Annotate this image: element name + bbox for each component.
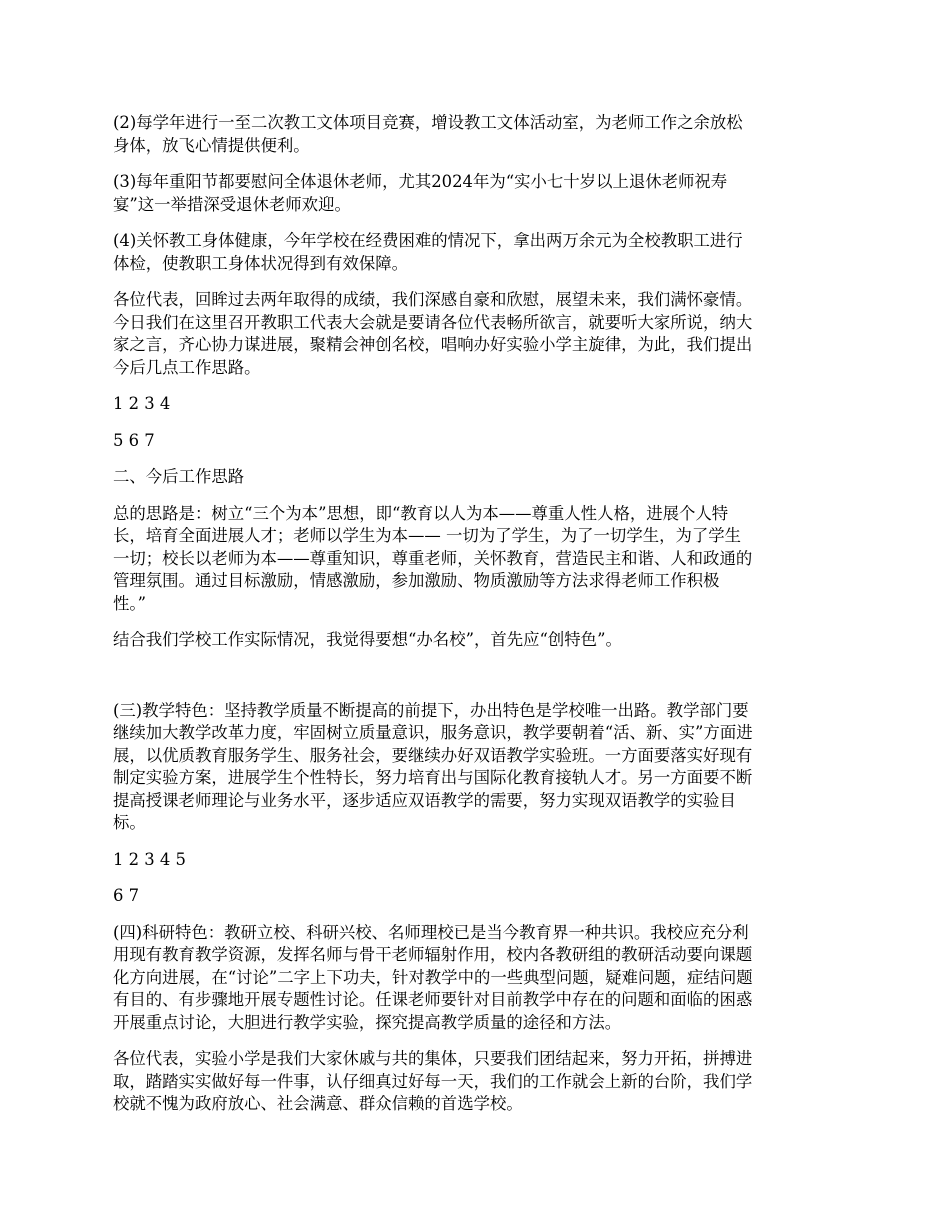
text-line: 用现有教育教学资源，发挥名师与骨干老师辐射作用，校内各教研组的教研活动要向课题 bbox=[113, 945, 753, 964]
text-line: 二、今后工作思路 bbox=[113, 467, 245, 486]
text-line: 宴”这一举措深受退休老师欢迎。 bbox=[113, 194, 351, 214]
text-line: 总的思路是：树立“三个为本”思想，即“教育以人为本——尊重人性人格，进展个人特 bbox=[113, 503, 729, 523]
text-line: 身体，放飞心情提供便利。 bbox=[113, 135, 310, 155]
paragraph-research-features bbox=[113, 922, 843, 1035]
text-line: 管理氛围。通过目标激励，情感激励，参加激励、物质激励等方法求得老师工作积极 bbox=[113, 571, 720, 590]
text-line: (2)每学年进行一至二次教工文体项目竞赛，增设教工文体活动室，为老师工作之余放松 bbox=[113, 113, 743, 132]
paragraph-retired-teachers bbox=[113, 171, 843, 216]
text-line: 今日我们在这里召开教职工代表大会就是要请各位代表畅所欲言，就要听大家所说，纳大 bbox=[113, 312, 753, 332]
text-line: 制定实验方案，进展学生个性特长，努力培育出与国际化教育接轨人才。另一方面要不断 bbox=[113, 768, 753, 787]
text-line: 1 2 3 4 bbox=[113, 394, 171, 413]
text-line: 标。 bbox=[113, 813, 146, 832]
document-page bbox=[113, 112, 843, 1130]
text-line: 各位代表，实验小学是我们大家休戚与共的集体，只要我们团结起来，努力开拓，拼搏进 bbox=[113, 1049, 753, 1068]
section-heading bbox=[113, 466, 843, 489]
text-line: (3)每年重阳节都要慰问全体退休老师，尤其2024年为“实小七十岁以上退休老师祝寿 bbox=[113, 172, 728, 191]
text-line: 今后几点工作思路。 bbox=[113, 357, 261, 377]
paragraph-teaching-features bbox=[113, 700, 843, 835]
text-line: 各位代表，回眸过去两年取得的成绩，我们深感自豪和欣慰，展望未来，我们满怀豪情。 bbox=[113, 290, 753, 309]
page-number-row bbox=[113, 885, 843, 908]
page-number-row bbox=[113, 430, 843, 453]
text-line: 一切；校长以老师为本——尊重知识，尊重老师，关怀教育，营造民主和谐、人和政通的 bbox=[113, 548, 753, 568]
paragraph-closing bbox=[113, 1048, 843, 1116]
paragraph-health-checkup bbox=[113, 230, 843, 275]
text-line: 结合我们学校工作实际情况，我觉得要想“办名校”，首先应“创特色”。 bbox=[113, 630, 622, 649]
text-line: 校就不愧为政府放心、社会满意、群众信赖的首选学校。 bbox=[113, 1094, 523, 1113]
text-line: 长，培育全面进展人才；老师以学生为本—— 一切为了学生，为了一切学生，为了学生 bbox=[113, 526, 742, 545]
spacer bbox=[113, 666, 843, 700]
text-line: 提高授课老师理论与业务水平，逐步适应双语教学的需要，努力实现双语教学的实验目 bbox=[113, 790, 736, 810]
text-line: 性。” bbox=[113, 593, 146, 613]
text-line: 化方向进展，在“讨论”二字上下功夫，针对教学中的一些典型问题，疑难问题，症结问题 bbox=[113, 967, 753, 987]
text-line: 展，以优质教育服务学生、服务社会，要继续办好双语教学实验班。一方面要落实好现有 bbox=[113, 745, 753, 765]
text-line: 5 6 7 bbox=[113, 430, 155, 450]
text-line: 有目的、有步骤地开展专题性讨论。任课老师要针对目前教学中存在的问题和面临的困惑 bbox=[113, 990, 753, 1009]
paragraph-school-features bbox=[113, 629, 843, 652]
page-number-row bbox=[113, 393, 843, 416]
text-line: 取，踏踏实实做好每一件事，认仔细真过好每一天，我们的工作就会上新的台阶，我们学 bbox=[113, 1071, 753, 1091]
paragraph-sports-competition bbox=[113, 112, 843, 157]
text-line: (四)科研特色：教研立校、科研兴校、名师理校已是当今教育界一种共识。我校应充分利 bbox=[113, 922, 749, 942]
text-line: 1 2 3 4 5 bbox=[113, 849, 186, 869]
text-line: 家之言，齐心协力谋进展，聚精会神创名校，唱响办好实验小学主旋律，为此，我们提出 bbox=[113, 335, 753, 354]
text-line: 继续加大教学改革力度，牢固树立质量意识，服务意识，教学要朝着“活、新、实”方面进 bbox=[113, 723, 753, 742]
text-line: (4)关怀教工身体健康，今年学校在经费困难的情况下，拿出两万余元为全校教职工进行 bbox=[113, 231, 743, 250]
text-line: 开展重点讨论，大胆进行教学实验，探究提高教学质量的途径和方法。 bbox=[113, 1012, 622, 1032]
paragraph-representatives-review bbox=[113, 289, 843, 379]
text-line: 体检，使教职工身体状况得到有效保障。 bbox=[113, 253, 409, 273]
paragraph-overall-approach bbox=[113, 503, 843, 616]
page-number-row bbox=[113, 849, 843, 872]
text-line: (三)教学特色：坚持教学质量不断提高的前提下，办出特色是学校唯一出路。教学部门要 bbox=[113, 700, 749, 720]
text-line: 6 7 bbox=[113, 886, 140, 905]
